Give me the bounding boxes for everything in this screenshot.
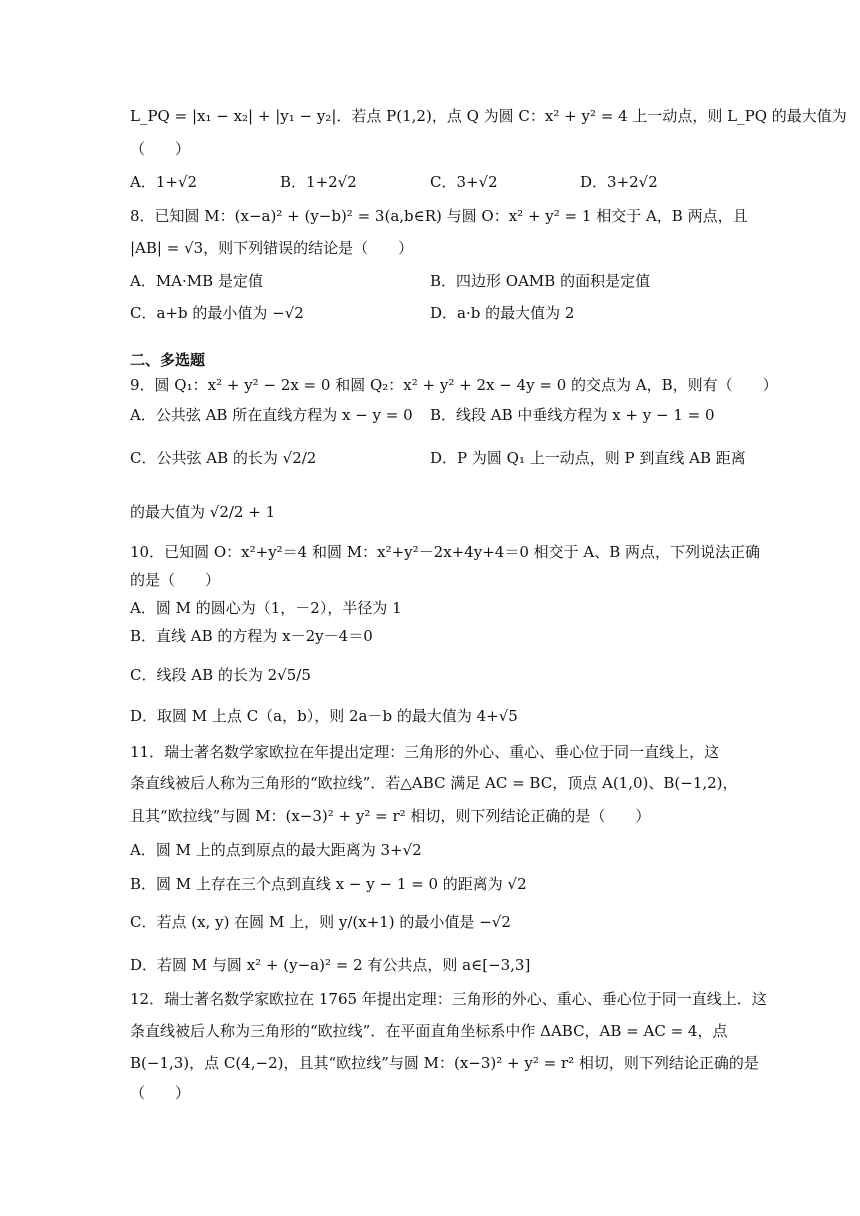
q7-line-2: （ ） (130, 140, 191, 158)
q9-option-b: B．线段 AB 中垂线方程为 x + y − 1 = 0 (430, 406, 715, 424)
q8-line-2: |AB| = √3，则下列错误的结论是（ ） (130, 239, 414, 257)
q11-line-1: 11．瑞士著名数学家欧拉在年提出定理：三角形的外心、重心、垂心位于同一直线上，这 (130, 743, 720, 761)
q8-line-1: 8．已知圆 M：(x−a)² + (y−b)² = 3(a,b∈R) 与圆 O：x² + y² = 1 相交于 A，B 两点，且 (130, 207, 748, 225)
q11-option-a: A．圆 M 上的点到原点的最大距离为 3+√2 (130, 841, 422, 859)
q11-line-2: 条直线被后人称为三角形的“欧拉线”．若△ABC 满足 AC = BC，顶点 A(1,0)、B(−1,2)， (130, 774, 738, 792)
q9-line-1: 9．圆 Q₁：x² + y² − 2x = 0 和圆 Q₂：x² + y² + 2x − 4y = 0 的交点为 A，B，则有（ ） (130, 376, 778, 394)
q7-line-1: L_PQ = |x₁ − x₂| + |y₁ − y₂|．若点 P(1,2)，点 Q 为圆 C：x² + y² = 4 上一动点，则 L_PQ 的最大值为 (130, 107, 847, 125)
q11-line-3: 且其“欧拉线”与圆 M：(x−3)² + y² = r² 相切，则下列结论正确的是（ ） (130, 807, 651, 825)
q10-option-c: C．线段 AB 的长为 2√5/5 (130, 666, 311, 684)
q9-option-c: C．公共弦 AB 的长为 √2/2 (130, 449, 317, 467)
q9-option-d: D．P 为圆 Q₁ 上一动点，则 P 到直线 AB 距离 (430, 449, 746, 467)
q10-option-d: D．取圆 M 上点 C（a，b），则 2a－b 的最大值为 4+√5 (130, 707, 518, 725)
q8-option-c: C．a+b 的最小值为 −√2 (130, 304, 304, 322)
q10-option-a: A．圆 M 的圆心为（1，－2），半径为 1 (130, 599, 402, 617)
q10-option-b: B．直线 AB 的方程为 x－2y－4＝0 (130, 627, 373, 645)
section-heading: 二、多选题 (130, 351, 206, 369)
q12-line-1: 12．瑞士著名数学家欧拉在 1765 年提出定理：三角形的外心、重心、垂心位于同一直线上．这 (130, 990, 767, 1008)
q9-line-last: 的最大值为 √2/2 + 1 (130, 503, 276, 521)
q10-line-1: 10．已知圆 O：x²+y²＝4 和圆 M：x²+y²－2x+4y+4＝0 相交于 A、B 两点，下列说法正确 (130, 543, 761, 561)
q12-line-2: 条直线被后人称为三角形的“欧拉线”．在平面直角坐标系中作 ΔABC，AB = AC = 4，点 (130, 1022, 728, 1040)
q10-line-2: 的是（ ） (130, 571, 221, 589)
q11-option-c: C．若点 (x, y) 在圆 M 上，则 y/(x+1) 的最小值是 −√2 (130, 913, 511, 931)
q9-option-a: A．公共弦 AB 所在直线方程为 x − y = 0 (130, 406, 413, 424)
q12-line-4: （ ） (130, 1084, 191, 1102)
q7-option-d: D．3+2√2 (580, 173, 658, 191)
q11-option-d: D．若圆 M 与圆 x² + (y−a)² = 2 有公共点，则 a∈[−3,3] (130, 956, 531, 974)
q8-option-a: A．MA·MB 是定值 (130, 272, 263, 290)
q11-option-b: B．圆 M 上存在三个点到直线 x − y − 1 = 0 的距离为 √2 (130, 875, 527, 893)
q8-option-d: D．a·b 的最大值为 2 (430, 304, 575, 322)
q7-option-a: A．1+√2 (130, 173, 198, 191)
q7-option-c: C．3+√2 (430, 173, 498, 191)
q8-option-b: B．四边形 OAMB 的面积是定值 (430, 272, 651, 290)
q7-option-b: B．1+2√2 (280, 173, 357, 191)
q12-line-3: B(−1,3)，点 C(4,−2)，且其“欧拉线”与圆 M：(x−3)² + y² = r² 相切，则下列结论正确的是 (130, 1054, 759, 1072)
